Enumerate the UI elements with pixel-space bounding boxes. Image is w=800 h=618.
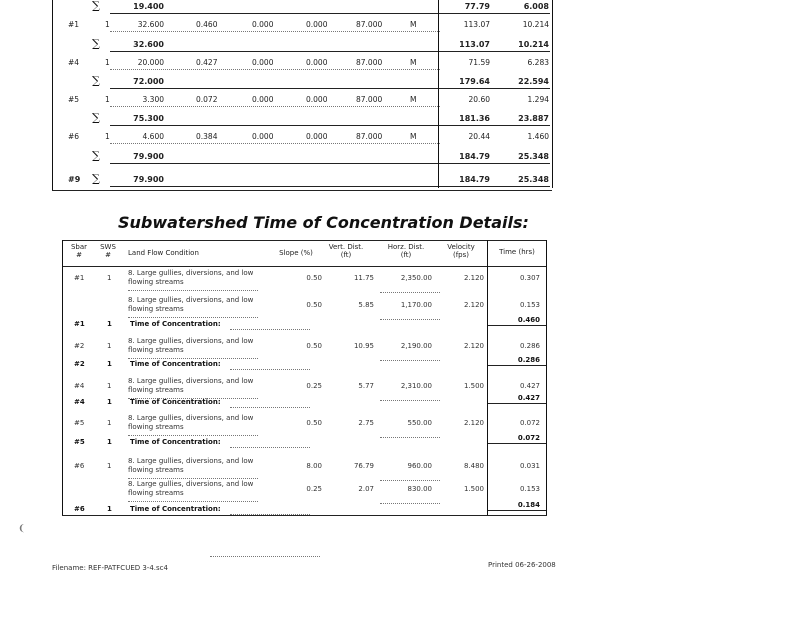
top-c5: 87.000 [356, 58, 383, 67]
top-sub-id: #9 [68, 175, 81, 184]
top-c2: 0.072 [196, 95, 218, 104]
tc-top-border [62, 240, 547, 241]
top-area: 32.600 [133, 40, 164, 49]
tc-row-rule [128, 435, 258, 436]
tc-slope: 0.25 [306, 382, 322, 390]
tc-concentration-label: Time of Concentration: [130, 505, 221, 513]
top-c5: 87.000 [356, 95, 383, 104]
tc-vert-dist: 2.07 [358, 485, 374, 493]
tc-land-flow-condition: 8. Large gullies, diversions, and low flowing streams [128, 337, 254, 354]
tc-time: 0.427 [519, 382, 540, 390]
tc-vert-dist: 2.75 [358, 419, 374, 427]
top-sws-id: 1 [105, 95, 110, 104]
tc-vert-dist: 11.75 [353, 274, 374, 282]
top-sws-id: 1 [105, 132, 110, 141]
tc-slope: 0.50 [306, 342, 322, 350]
sigma-symbol: ∑ [92, 172, 100, 185]
top-sws-id: 1 [105, 58, 110, 67]
scan-mark-left: ❨ [18, 524, 26, 534]
top-row-rule [110, 125, 550, 126]
tc-sws-id: 1 [107, 505, 112, 513]
top-sub-id: #5 [68, 95, 80, 104]
tc-sbar-id: #4 [74, 382, 85, 390]
tc-sws-id: 1 [107, 438, 112, 446]
top-c5: 87.000 [356, 20, 383, 29]
tc-time: 0.153 [519, 301, 540, 309]
tc-slope: 0.25 [306, 485, 322, 493]
top-bottom-border [52, 190, 552, 191]
top-c3: 0.000 [252, 58, 274, 67]
top-c4: 0.000 [306, 132, 328, 141]
top-row-rule [110, 143, 440, 144]
top-c2: 0.384 [196, 132, 218, 141]
top-divider [438, 0, 439, 188]
top-c3: 0.000 [252, 95, 274, 104]
tc-total-rule [230, 369, 310, 370]
tc-row-rule-right [380, 400, 440, 401]
top-area: 19.400 [133, 2, 164, 11]
tc-total-time: 0.286 [517, 356, 540, 364]
tc-sbar-id: #1 [74, 274, 85, 282]
top-area: 3.300 [142, 95, 164, 104]
tc-right-border [546, 240, 547, 516]
top-runoff: 1.460 [527, 132, 549, 141]
header-land-flow: Land Flow Condition [128, 249, 199, 257]
tc-total-rule [230, 514, 310, 515]
header-sbar: Sbar # [70, 243, 88, 259]
top-row-rule [110, 13, 550, 14]
tc-land-flow-condition: 8. Large gullies, diversions, and low flowing streams [128, 377, 254, 394]
top-c2: 0.460 [196, 20, 218, 29]
tc-sbar-id: #2 [74, 342, 85, 350]
top-c6: M [410, 132, 417, 141]
top-sws-id: 1 [105, 20, 110, 29]
tc-velocity: 2.120 [463, 301, 484, 309]
tc-sws-id: 1 [107, 398, 112, 406]
footer-filename: Filename: REF-PATFCUED 3-4.sc4 [52, 564, 168, 572]
tc-total-time-rule [488, 510, 546, 511]
top-peak-q: 179.64 [459, 77, 490, 86]
top-c6: M [410, 95, 417, 104]
tc-velocity: 1.500 [463, 382, 484, 390]
top-peak-q: 113.07 [463, 20, 490, 29]
top-runoff: 10.214 [522, 20, 549, 29]
top-peak-q: 20.60 [468, 95, 490, 104]
tc-horz-dist: 2,350.00 [400, 274, 432, 282]
header-velocity: Velocity (fps) [447, 243, 475, 259]
tc-concentration-label: Time of Concentration: [130, 360, 221, 368]
top-c6: M [410, 58, 417, 67]
top-c2: 0.427 [196, 58, 218, 67]
scan-dotted-line [210, 556, 320, 557]
tc-velocity: 2.120 [463, 419, 484, 427]
tc-sbar-id: #2 [74, 360, 85, 368]
top-row-rule [110, 186, 550, 187]
top-row-rule [110, 51, 550, 52]
top-runoff: 22.594 [518, 77, 549, 86]
top-runoff: 10.214 [518, 40, 549, 49]
tc-total-rule [230, 407, 310, 408]
footer-printed-date: Printed 06-26-2008 [488, 561, 556, 569]
top-area: 32.600 [137, 20, 164, 29]
top-area: 72.000 [133, 77, 164, 86]
tc-velocity: 1.500 [463, 485, 484, 493]
tc-slope: 8.00 [306, 462, 322, 470]
top-left-border [52, 0, 53, 190]
tc-row-rule-right [380, 437, 440, 438]
top-area: 79.900 [133, 152, 164, 161]
tc-land-flow-condition: 8. Large gullies, diversions, and low flowing streams [128, 480, 254, 497]
top-sub-id: #6 [68, 132, 80, 141]
section-title: Subwatershed Time of Concentration Details: [118, 213, 529, 232]
top-area: 75.300 [133, 114, 164, 123]
top-c4: 0.000 [306, 20, 328, 29]
tc-total-rule [230, 329, 310, 330]
top-c4: 0.000 [306, 95, 328, 104]
tc-sws-id: 1 [107, 419, 112, 427]
tc-sws-id: 1 [107, 382, 112, 390]
tc-sbar-id: #4 [74, 398, 85, 406]
top-area: 20.000 [137, 58, 164, 67]
top-peak-q: 77.79 [464, 2, 490, 11]
tc-header-rule [62, 266, 547, 267]
tc-row-rule [128, 358, 258, 359]
top-row-rule [110, 88, 550, 89]
tc-row-rule [128, 501, 258, 502]
top-runoff: 1.294 [527, 95, 549, 104]
tc-sbar-id: #5 [74, 419, 85, 427]
top-peak-q: 113.07 [459, 40, 490, 49]
top-peak-q: 20.44 [468, 132, 490, 141]
tc-sbar-id: #5 [74, 438, 85, 446]
sigma-symbol: ∑ [92, 74, 100, 87]
top-runoff: 23.887 [518, 114, 549, 123]
tc-sws-id: 1 [107, 342, 112, 350]
tc-velocity: 2.120 [463, 342, 484, 350]
tc-horz-dist: 830.00 [407, 485, 432, 493]
tc-row-rule-right [380, 360, 440, 361]
tc-sws-id: 1 [107, 360, 112, 368]
tc-vert-dist: 76.79 [353, 462, 374, 470]
tc-left-border [62, 240, 63, 516]
tc-land-flow-condition: 8. Large gullies, diversions, and low flowing streams [128, 457, 254, 474]
tc-horz-dist: 960.00 [407, 462, 432, 470]
top-area: 4.600 [142, 132, 164, 141]
tc-slope: 0.50 [306, 274, 322, 282]
top-row-rule [110, 163, 550, 164]
header-vert-dist: Vert. Dist. (ft) [328, 243, 364, 259]
header-slope: Slope (%) [279, 249, 313, 257]
tc-sbar-id: #6 [74, 462, 85, 470]
tc-total-rule [230, 447, 310, 448]
top-c3: 0.000 [252, 20, 274, 29]
tc-total-time: 0.427 [517, 394, 540, 402]
tc-velocity: 2.120 [463, 274, 484, 282]
header-time: Time (hrs) [499, 248, 535, 256]
tc-total-time: 0.072 [517, 434, 540, 442]
tc-total-time-rule [488, 325, 546, 326]
tc-total-time: 0.184 [517, 501, 540, 509]
sigma-symbol: ∑ [92, 0, 100, 12]
header-horz-dist: Horz. Dist. (ft) [387, 243, 425, 259]
tc-velocity: 8.480 [463, 462, 484, 470]
tc-vert-dist: 10.95 [353, 342, 374, 350]
tc-concentration-label: Time of Concentration: [130, 398, 221, 406]
tc-land-flow-condition: 8. Large gullies, diversions, and low flowing streams [128, 296, 254, 313]
tc-time-divider [487, 240, 488, 516]
tc-total-time-rule [488, 443, 546, 444]
tc-sws-id: 1 [107, 462, 112, 470]
sigma-symbol: ∑ [92, 111, 100, 124]
sigma-symbol: ∑ [92, 149, 100, 162]
tc-vert-dist: 5.77 [358, 382, 374, 390]
tc-concentration-label: Time of Concentration: [130, 438, 221, 446]
top-row-rule [110, 69, 440, 70]
tc-slope: 0.50 [306, 301, 322, 309]
tc-time: 0.307 [519, 274, 540, 282]
tc-concentration-label: Time of Concentration: [130, 320, 221, 328]
tc-horz-dist: 550.00 [407, 419, 432, 427]
tc-land-flow-condition: 8. Large gullies, diversions, and low flowing streams [128, 414, 254, 431]
tc-total-time-rule [488, 365, 546, 366]
top-c3: 0.000 [252, 132, 274, 141]
top-peak-q: 184.79 [459, 152, 490, 161]
header-sws: SWS # [100, 243, 116, 259]
top-c5: 87.000 [356, 132, 383, 141]
top-peak-q: 184.79 [459, 175, 490, 184]
tc-horz-dist: 2,310.00 [400, 382, 432, 390]
top-runoff: 6.008 [523, 2, 549, 11]
top-runoff: 25.348 [518, 175, 549, 184]
top-runoff: 6.283 [527, 58, 549, 67]
top-area: 79.900 [133, 175, 164, 184]
tc-slope: 0.50 [306, 419, 322, 427]
top-peak-q: 71.59 [468, 58, 490, 67]
tc-vert-dist: 5.85 [358, 301, 374, 309]
tc-time: 0.031 [519, 462, 540, 470]
top-peak-q: 181.36 [459, 114, 490, 123]
tc-row-rule [128, 317, 258, 318]
tc-sws-id: 1 [107, 274, 112, 282]
tc-time: 0.072 [519, 419, 540, 427]
tc-sbar-id: #1 [74, 320, 85, 328]
top-row-rule [110, 31, 440, 32]
tc-land-flow-condition: 8. Large gullies, diversions, and low flowing streams [128, 269, 254, 286]
tc-row-rule-right [380, 480, 440, 481]
top-sub-id: #4 [68, 58, 80, 67]
top-c4: 0.000 [306, 58, 328, 67]
tc-horz-dist: 2,190.00 [400, 342, 432, 350]
top-row-rule [110, 106, 440, 107]
tc-row-rule-right [380, 292, 440, 293]
tc-row-rule [128, 290, 258, 291]
tc-row-rule [128, 478, 258, 479]
top-c6: M [410, 20, 417, 29]
tc-bottom-border [62, 515, 547, 516]
tc-sbar-id: #6 [74, 505, 85, 513]
tc-sws-id: 1 [107, 320, 112, 328]
tc-row-rule-right [380, 319, 440, 320]
tc-total-time: 0.460 [517, 316, 540, 324]
tc-total-time-rule [488, 403, 546, 404]
tc-horz-dist: 1,170.00 [400, 301, 432, 309]
top-right-border [552, 0, 553, 188]
top-sub-id: #1 [68, 20, 80, 29]
sigma-symbol: ∑ [92, 37, 100, 50]
tc-row-rule-right [380, 503, 440, 504]
tc-time: 0.153 [519, 485, 540, 493]
top-runoff: 25.348 [518, 152, 549, 161]
tc-time: 0.286 [519, 342, 540, 350]
